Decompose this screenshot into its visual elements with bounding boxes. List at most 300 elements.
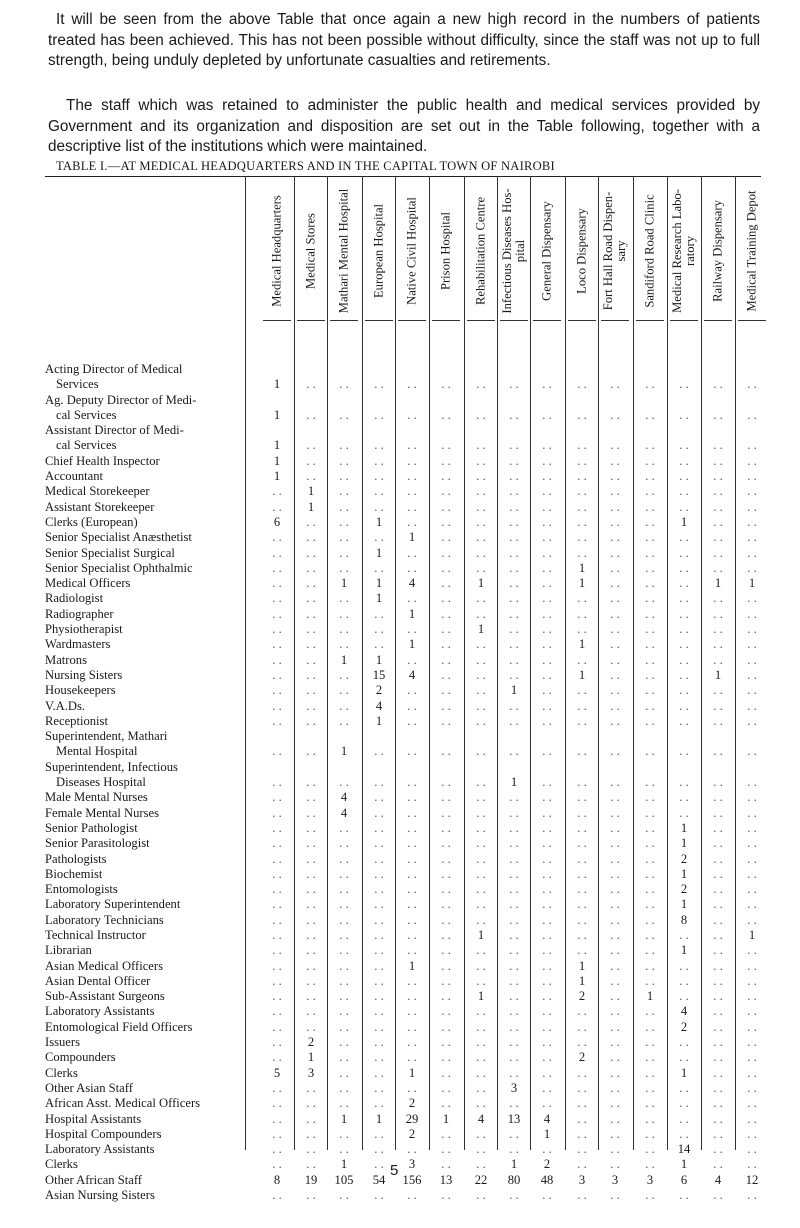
row-label: Laboratory Assistants [45,1142,155,1157]
cell-empty: . . [374,820,384,835]
cell-empty: . . [577,1142,587,1157]
column-rule [701,176,702,1150]
cell-empty: . . [306,713,316,728]
cell-empty: . . [713,836,723,851]
cell-empty: . . [339,958,349,973]
cell-empty: . . [713,713,723,728]
cell-empty: . . [374,453,384,468]
cell-empty: . . [509,851,519,866]
cell-empty: . . [542,377,552,392]
cell-empty: . . [441,943,451,958]
cell-empty: . . [577,407,587,422]
table-row-continued [0,362,800,377]
cell-empty: . . [542,1019,552,1034]
cell-empty: . . [272,882,282,897]
cell-empty: . . [713,851,723,866]
cell-empty: . . [610,1188,620,1203]
cell-empty: . . [441,790,451,805]
cell-empty: . . [577,469,587,484]
cell-empty: . . [577,882,587,897]
cell-empty: . . [610,866,620,881]
cell-empty: . . [306,866,316,881]
cell-empty: . . [610,683,620,698]
cell-empty: . . [339,820,349,835]
table-top-rule [45,176,761,177]
cell-empty: . . [645,499,655,514]
row-label: Other African Staff [45,1172,142,1187]
cell-empty: . . [542,958,552,973]
cell-empty: . . [476,1050,486,1065]
cell-empty: . . [713,1035,723,1050]
cell-empty: . . [542,713,552,728]
cell-empty: . . [747,499,757,514]
column-header-underline [467,320,495,321]
cell-empty: . . [610,1111,620,1126]
cell-empty: . . [610,652,620,667]
cell-empty: . . [747,989,757,1004]
cell-value: 1 [680,820,688,835]
cell-empty: . . [645,606,655,621]
cell-empty: . . [272,943,282,958]
cell-empty: . . [645,469,655,484]
cell-empty: . . [306,606,316,621]
cell-empty: . . [747,622,757,637]
cell-value: 1 [578,973,586,988]
cell-empty: . . [747,713,757,728]
cell-empty: . . [374,958,384,973]
cell-empty: . . [679,1035,689,1050]
cell-empty: . . [407,989,417,1004]
cell-value: 1 [578,560,586,575]
cell-empty: . . [713,560,723,575]
cell-empty: . . [374,989,384,1004]
cell-empty: . . [645,1142,655,1157]
cell-empty: . . [476,1004,486,1019]
row-label: Medical Storekeeper [45,484,150,499]
cell-empty: . . [713,438,723,453]
cell-value: 1 [408,530,416,545]
cell-value: 1 [273,469,281,484]
cell-empty: . . [374,1019,384,1034]
cell-value: 4 [408,576,416,591]
cell-empty: . . [374,1035,384,1050]
cell-empty: . . [374,912,384,927]
table-row [0,515,800,530]
cell-empty: . . [610,775,620,790]
cell-empty: . . [542,943,552,958]
cell-value: 2 [680,1019,688,1034]
column-rule [362,176,363,1150]
cell-empty: . . [542,622,552,637]
cell-empty: . . [713,683,723,698]
cell-empty: . . [509,1019,519,1034]
cell-empty: . . [713,453,723,468]
cell-empty: . . [339,1080,349,1095]
cell-empty: . . [713,469,723,484]
cell-empty: . . [339,407,349,422]
cell-empty: . . [407,1035,417,1050]
cell-value: 2 [307,1035,315,1050]
cell-empty: . . [713,989,723,1004]
cell-empty: . . [441,1004,451,1019]
cell-empty: . . [476,1035,486,1050]
cell-empty: . . [713,1019,723,1034]
column-rule [245,176,246,1150]
cell-value: 2 [680,851,688,866]
cell-empty: . . [476,820,486,835]
cell-empty: . . [441,1019,451,1034]
cell-empty: . . [679,927,689,942]
cell-empty: . . [679,560,689,575]
cell-empty: . . [645,927,655,942]
table-row [0,500,800,515]
cell-empty: . . [610,897,620,912]
cell-value: 1 [273,438,281,453]
cell-empty: . . [610,499,620,514]
row-label: Male Mental Nurses [45,790,148,805]
cell-value: 1 [273,453,281,468]
cell-value: 156 [402,1172,422,1187]
cell-empty: . . [577,1019,587,1034]
cell-empty: . . [272,927,282,942]
cell-empty: . . [713,1065,723,1080]
cell-empty: . . [441,958,451,973]
cell-value: 1 [477,927,485,942]
column-header-label: Medical Research Labo- ratory [670,189,697,313]
cell-empty: . . [509,866,519,881]
cell-empty: . . [542,499,552,514]
cell-empty: . . [509,622,519,637]
cell-empty: . . [747,438,757,453]
cell-empty: . . [679,576,689,591]
cell-empty: . . [679,744,689,759]
cell-empty: . . [374,851,384,866]
cell-empty: . . [339,973,349,988]
cell-empty: . . [747,866,757,881]
cell-empty: . . [577,775,587,790]
table-row [0,821,800,836]
cell-empty: . . [509,499,519,514]
cell-empty: . . [747,453,757,468]
cell-empty: . . [577,1111,587,1126]
cell-empty: . . [306,1004,316,1019]
cell-empty: . . [339,1096,349,1111]
cell-empty: . . [441,667,451,682]
cell-empty: . . [441,407,451,422]
cell-value: 1 [680,1065,688,1080]
cell-value: 1 [340,652,348,667]
cell-empty: . . [272,713,282,728]
cell-empty: . . [542,912,552,927]
cell-empty: . . [713,591,723,606]
cell-empty: . . [407,943,417,958]
table-row-continued [0,760,800,775]
row-label: Issuers [45,1035,80,1050]
cell-empty: . . [339,1188,349,1203]
cell-empty: . . [610,1080,620,1095]
cell-empty: . . [577,790,587,805]
column-header-underline [636,320,664,321]
column-header [736,184,768,318]
cell-empty: . . [407,1050,417,1065]
cell-empty: . . [374,1157,384,1172]
cell-value: 1 [340,744,348,759]
cell-empty: . . [577,1004,587,1019]
table-row [0,790,800,805]
cell-empty: . . [339,866,349,881]
cell-value: 1 [578,637,586,652]
table-row [0,469,800,484]
cell-empty: . . [509,820,519,835]
cell-empty: . . [747,683,757,698]
cell-empty: . . [747,377,757,392]
table-row [0,637,800,652]
cell-empty: . . [610,530,620,545]
cell-empty: . . [509,1188,519,1203]
cell-empty: . . [610,407,620,422]
cell-empty: . . [645,851,655,866]
table-row [0,668,800,683]
cell-empty: . . [542,530,552,545]
cell-empty: . . [441,484,451,499]
cell-empty: . . [509,560,519,575]
cell-empty: . . [713,1142,723,1157]
cell-empty: . . [747,851,757,866]
cell-value: 4 [340,790,348,805]
cell-empty: . . [747,484,757,499]
cell-value: 12 [745,1172,759,1187]
row-label: Clerks [45,1157,78,1172]
cell-empty: . . [610,622,620,637]
cell-value: 4 [680,1004,688,1019]
cell-value: 1 [408,1065,416,1080]
column-header-label: Prison Hospital [438,211,453,291]
cell-empty: . . [645,652,655,667]
cell-empty: . . [272,1080,282,1095]
cell-empty: . . [441,683,451,698]
cell-empty: . . [272,484,282,499]
row-label: Senior Specialist Surgical [45,545,175,560]
cell-value: 8 [680,912,688,927]
row-label: Diseases Hospital [56,775,146,790]
cell-empty: . . [542,1050,552,1065]
cell-empty: . . [476,560,486,575]
cell-empty: . . [577,805,587,820]
cell-empty: . . [747,1111,757,1126]
cell-empty: . . [509,805,519,820]
cell-empty: . . [272,1004,282,1019]
cell-empty: . . [542,866,552,881]
cell-empty: . . [272,866,282,881]
cell-empty: . . [542,469,552,484]
cell-empty: . . [509,897,519,912]
column-rule [294,176,295,1150]
cell-empty: . . [441,973,451,988]
cell-empty: . . [679,1050,689,1065]
cell-empty: . . [747,591,757,606]
row-label: Laboratory Technicians [45,912,164,927]
cell-empty: . . [542,698,552,713]
cell-value: 3 [646,1172,654,1187]
row-label: Receptionist [45,713,108,728]
cell-value: 3 [611,1172,619,1187]
cell-empty: . . [306,805,316,820]
cell-empty: . . [679,377,689,392]
cell-empty: . . [441,1035,451,1050]
cell-empty: . . [407,1142,417,1157]
cell-empty: . . [374,836,384,851]
cell-empty: . . [610,912,620,927]
cell-empty: . . [374,1096,384,1111]
cell-empty: . . [441,560,451,575]
cell-empty: . . [509,652,519,667]
column-header [261,184,293,318]
cell-empty: . . [441,1080,451,1095]
cell-value: 1 [375,514,383,529]
cell-empty: . . [542,1065,552,1080]
cell-empty: . . [645,958,655,973]
column-header-underline [330,320,358,321]
cell-empty: . . [441,989,451,1004]
cell-value: 1 [408,606,416,621]
cell-empty: . . [509,514,519,529]
cell-empty: . . [542,820,552,835]
cell-empty: . . [542,836,552,851]
cell-value: 6 [273,514,281,529]
cell-empty: . . [645,744,655,759]
cell-empty: . . [577,377,587,392]
cell-empty: . . [645,453,655,468]
cell-empty: . . [509,453,519,468]
cell-value: 1 [680,1157,688,1172]
cell-empty: . . [374,622,384,637]
cell-value: 2 [375,683,383,698]
cell-empty: . . [610,576,620,591]
cell-empty: . . [509,576,519,591]
column-header-underline [398,320,426,321]
column-header-underline [533,320,561,321]
cell-empty: . . [645,1111,655,1126]
cell-empty: . . [542,560,552,575]
cell-empty: . . [747,1096,757,1111]
cell-empty: . . [509,407,519,422]
row-label: Technical Instructor [45,927,146,942]
cell-empty: . . [542,652,552,667]
table-row [0,744,800,759]
cell-empty: . . [339,1035,349,1050]
cell-empty: . . [747,1019,757,1034]
cell-empty: . . [610,1004,620,1019]
cell-empty: . . [610,820,620,835]
cell-empty: . . [407,1004,417,1019]
cell-value: 29 [405,1111,419,1126]
cell-value: 15 [372,667,386,682]
cell-empty: . . [374,1080,384,1095]
table-row [0,989,800,1004]
cell-empty: . . [747,407,757,422]
cell-value: 22 [474,1172,488,1187]
column-header [531,184,563,318]
cell-empty: . . [407,820,417,835]
cell-empty: . . [577,744,587,759]
column-header [430,184,462,318]
cell-empty: . . [441,713,451,728]
cell-empty: . . [747,958,757,973]
cell-empty: . . [679,637,689,652]
cell-empty: . . [645,683,655,698]
cell-empty: . . [747,1157,757,1172]
table-title: TABLE I.—AT MEDICAL HEADQUARTERS AND IN THE CAPITAL TOWN OF NAIROBI [56,159,555,173]
cell-empty: . . [272,1142,282,1157]
cell-empty: . . [441,836,451,851]
cell-empty: . . [272,1035,282,1050]
cell-empty: . . [374,1126,384,1141]
row-label: Hospital Assistants [45,1111,142,1126]
column-header-underline [601,320,629,321]
cell-value: 105 [334,1172,354,1187]
cell-empty: . . [509,943,519,958]
intro-paragraph-1: It will be seen from the above Table that once again a new high record in the numbers of patients treated has been achieved. This has not been possible without difficulty, since the staff was not up to full strength, being unduly depleted by unfortunate casualties and retirements. [48,11,760,69]
cell-empty: . . [577,698,587,713]
column-rule [327,176,328,1150]
cell-empty: . . [679,805,689,820]
cell-empty: . . [374,407,384,422]
cell-empty: . . [679,484,689,499]
cell-empty: . . [339,499,349,514]
cell-empty: . . [747,973,757,988]
cell-empty: . . [306,576,316,591]
row-label: V.A.Ds. [45,698,86,713]
table-row [0,1081,800,1096]
cell-empty: . . [713,897,723,912]
cell-value: 4 [408,667,416,682]
table-row [0,913,800,928]
cell-value: 1 [375,591,383,606]
cell-empty: . . [713,1157,723,1172]
column-header-underline [704,320,732,321]
cell-empty: . . [577,836,587,851]
cell-value: 1 [340,576,348,591]
row-label: Senior Parasitologist [45,836,150,851]
cell-empty: . . [542,1004,552,1019]
cell-empty: . . [476,882,486,897]
cell-empty: . . [679,973,689,988]
cell-empty: . . [713,606,723,621]
cell-empty: . . [747,514,757,529]
cell-empty: . . [713,1004,723,1019]
cell-empty: . . [441,545,451,560]
cell-empty: . . [713,943,723,958]
cell-empty: . . [407,499,417,514]
cell-empty: . . [645,1157,655,1172]
cell-empty: . . [476,958,486,973]
cell-empty: . . [577,453,587,468]
table-row [0,836,800,851]
cell-empty: . . [374,438,384,453]
cell-empty: . . [407,882,417,897]
cell-empty: . . [645,1096,655,1111]
table-row [0,546,800,561]
cell-empty: . . [441,591,451,606]
cell-value: 3 [510,1080,518,1095]
cell-empty: . . [645,713,655,728]
cell-empty: . . [747,560,757,575]
cell-empty: . . [339,377,349,392]
table-row [0,591,800,606]
cell-empty: . . [374,927,384,942]
cell-empty: . . [610,927,620,942]
cell-empty: . . [407,377,417,392]
